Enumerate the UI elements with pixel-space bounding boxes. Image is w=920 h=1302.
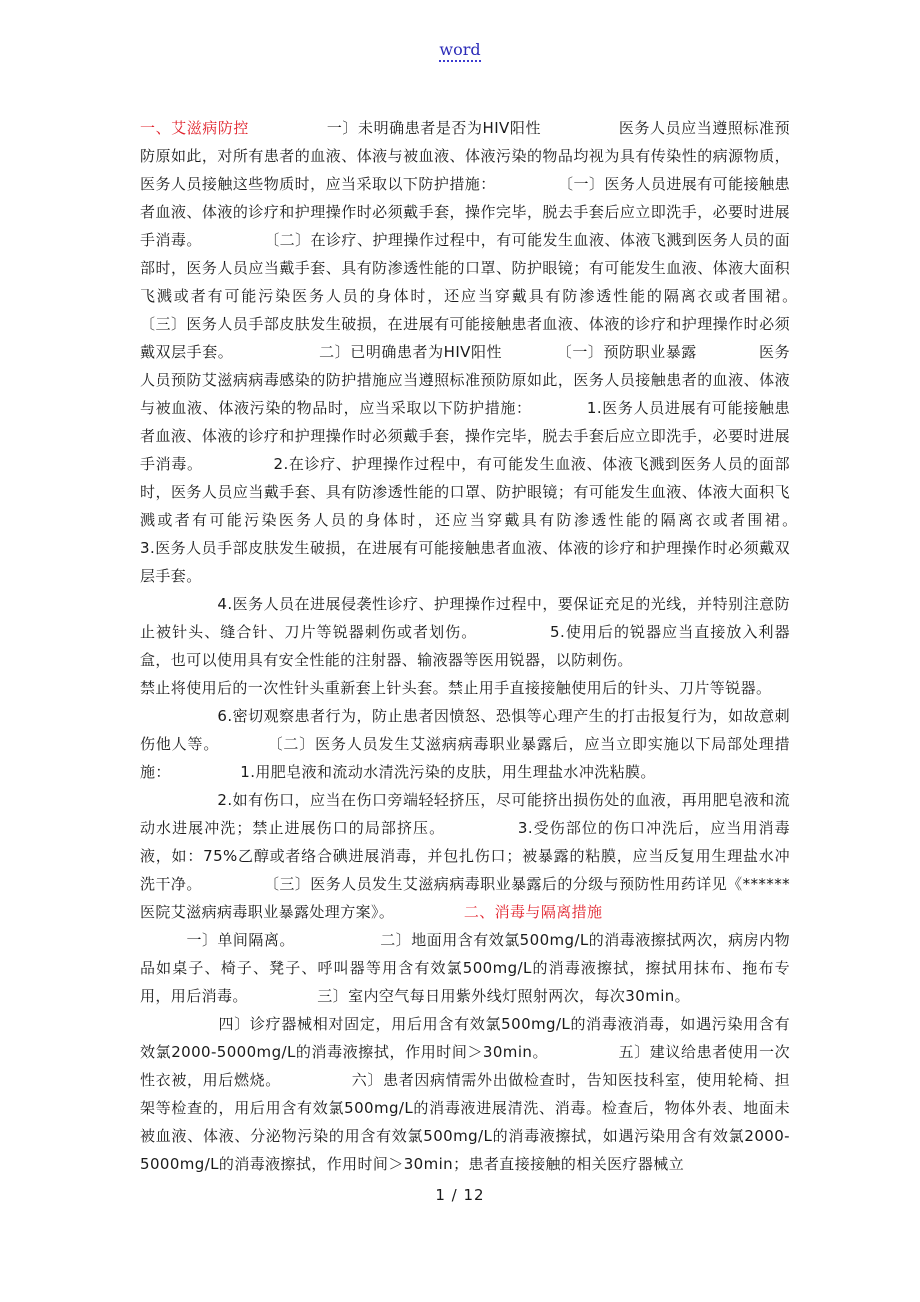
document-body bbox=[140, 114, 790, 1178]
section-text-aids: 一〕未明确患者是否为HIV阳性 医务人员应当遵照标准预防原如此，对所有患者的血液、体液与被血液、体液污染的物品均视为具有传染性的病源物质，医务人员接触这些物质时，应当采取以下防护措施： 〔一〕医务人员进展有可能接触患者血液、体液的诊疗和护理操作时必须戴手套，操作完毕，脱去手套后应立即洗手，必要时进展手消毒。 〔二〕在诊疗、护理操作过程中，有可能发生血液、体液飞溅到医务人员的面部时，医务人员应当戴手套、具有防渗透性能的口罩、防护眼镜；有可能发生血液、体液大面积飞溅或者有可能污染医务人员的身体时，还应当穿戴具有防渗透性能的隔离衣或者围裙。 〔三〕医务人员手部皮肤发生破损，在进展有可能接触患者血液、体液的诊疗和护理操作时必须戴双层手套。 二〕已明确患者为HIV阳性 〔一〕预防职业暴露 医务人员预防艾滋病病毒感染的防护措施应当遵照标准预防原如此，医务人员接触患者的血液、体液与被血液、体液污染的物品时，应当采取以下防护措施： 1.医务人员进展有可能接触患者血液、体液的诊疗和护理操作时必须戴手套，操作完毕，脱去手套后应立即洗手，必要时进展手消毒。 2.在诊疗、护理操作过程中，有可能发生血液、体液飞溅到医务人员的面部时，医务人员应当戴手套、具有防渗透性能的口罩、防护眼镜；有可能发生血液、体液大面积飞溅或者有可能污染医务人员的身体时，还应当穿戴具有防渗透性能的隔离衣或者围裙。 3.医务人员手部皮肤发生破损，在进展有可能接触患者血液、体液的诊疗和护理操作时必须戴双层手套。 4.医务人员在进展侵袭性诊疗、护理操作过程中，要保证充足的光线，并特别注意防止被针头、缝合针、刀片等锐器刺伤或者划伤。 5.使用后的锐器应当直接放入利器盒，也可以使用具有安全性能的注射器、输液器等医用锐器，以防刺伤。 禁止将使用后的一次性针头重新套上针头套。禁止用手直接接触使用后的针头、刀片等锐器。 6.密切观察患者行为，防止患者因愤怒、恐惧等心理产生的打击报复行为，如故意刺伤他人等。 〔二〕医务人员发生艾滋病病毒职业暴露后，应当立即实施以下局部处理措施： 1.用肥皂液和流动水清洗污染的皮肤，用生理盐水冲洗粘膜。 2.如有伤口，应当在伤口旁端轻轻挤压，尽可能挤出损伤处的血液，再用肥皂液和流动水进展冲洗；禁止进展伤口的局部挤压。 3.受伤部位的伤口冲洗后，应当用消毒液，如：75%乙醇或者络合碘进展消毒，并包扎伤口；被暴露的粘膜，应当反复用生理盐水冲洗干净。 〔三〕医务人员发生艾滋病病毒职业暴露后的分级与预防性用药详见《******医院艾滋病病毒职业暴露处理方案》。 bbox=[140, 119, 790, 921]
header-title[interactable]: word bbox=[439, 40, 480, 62]
section-heading-disinfection: 二、消毒与隔离措施 bbox=[463, 903, 603, 921]
page-number: 1 / 12 bbox=[435, 1186, 485, 1204]
section-text-disinfection: 一〕单间隔离。 二〕地面用含有效氯500mg/L的消毒液擦拭两次，病房内物品如桌子、椅子、凳子、呼叫器等用含有效氯500mg/L的消毒液擦拭，擦拭用抹布、拖布专用，用后消毒。 三〕室内空气每日用紫外线灯照射两次，每次30min。 四〕诊疗器械相对固定，用后用含有效氯500mg/L的消毒液消毒，如遇污染用含有效氯2000-5000mg/L的消毒液擦拭，作用时间＞30min。 五〕建议给患者使用一次性衣被，用后燃烧。 六〕患者因病情需外出做检查时，告知医技科室，使用轮椅、担架等检查的，用后用含有效氯500mg/L的消毒液进展清洗、消毒。检查后，物体外表、地面未被血液、体液、分泌物污染的用含有效氯500mg/L的消毒液擦拭，如遇污染用含有效氯2000-5000mg/L的消毒液擦拭，作用时间＞30min；患者直接接触的相关医疗器械立 bbox=[140, 931, 790, 1173]
section-heading-aids: 一、艾滋病防控 bbox=[140, 119, 249, 137]
page-header bbox=[0, 40, 920, 59]
